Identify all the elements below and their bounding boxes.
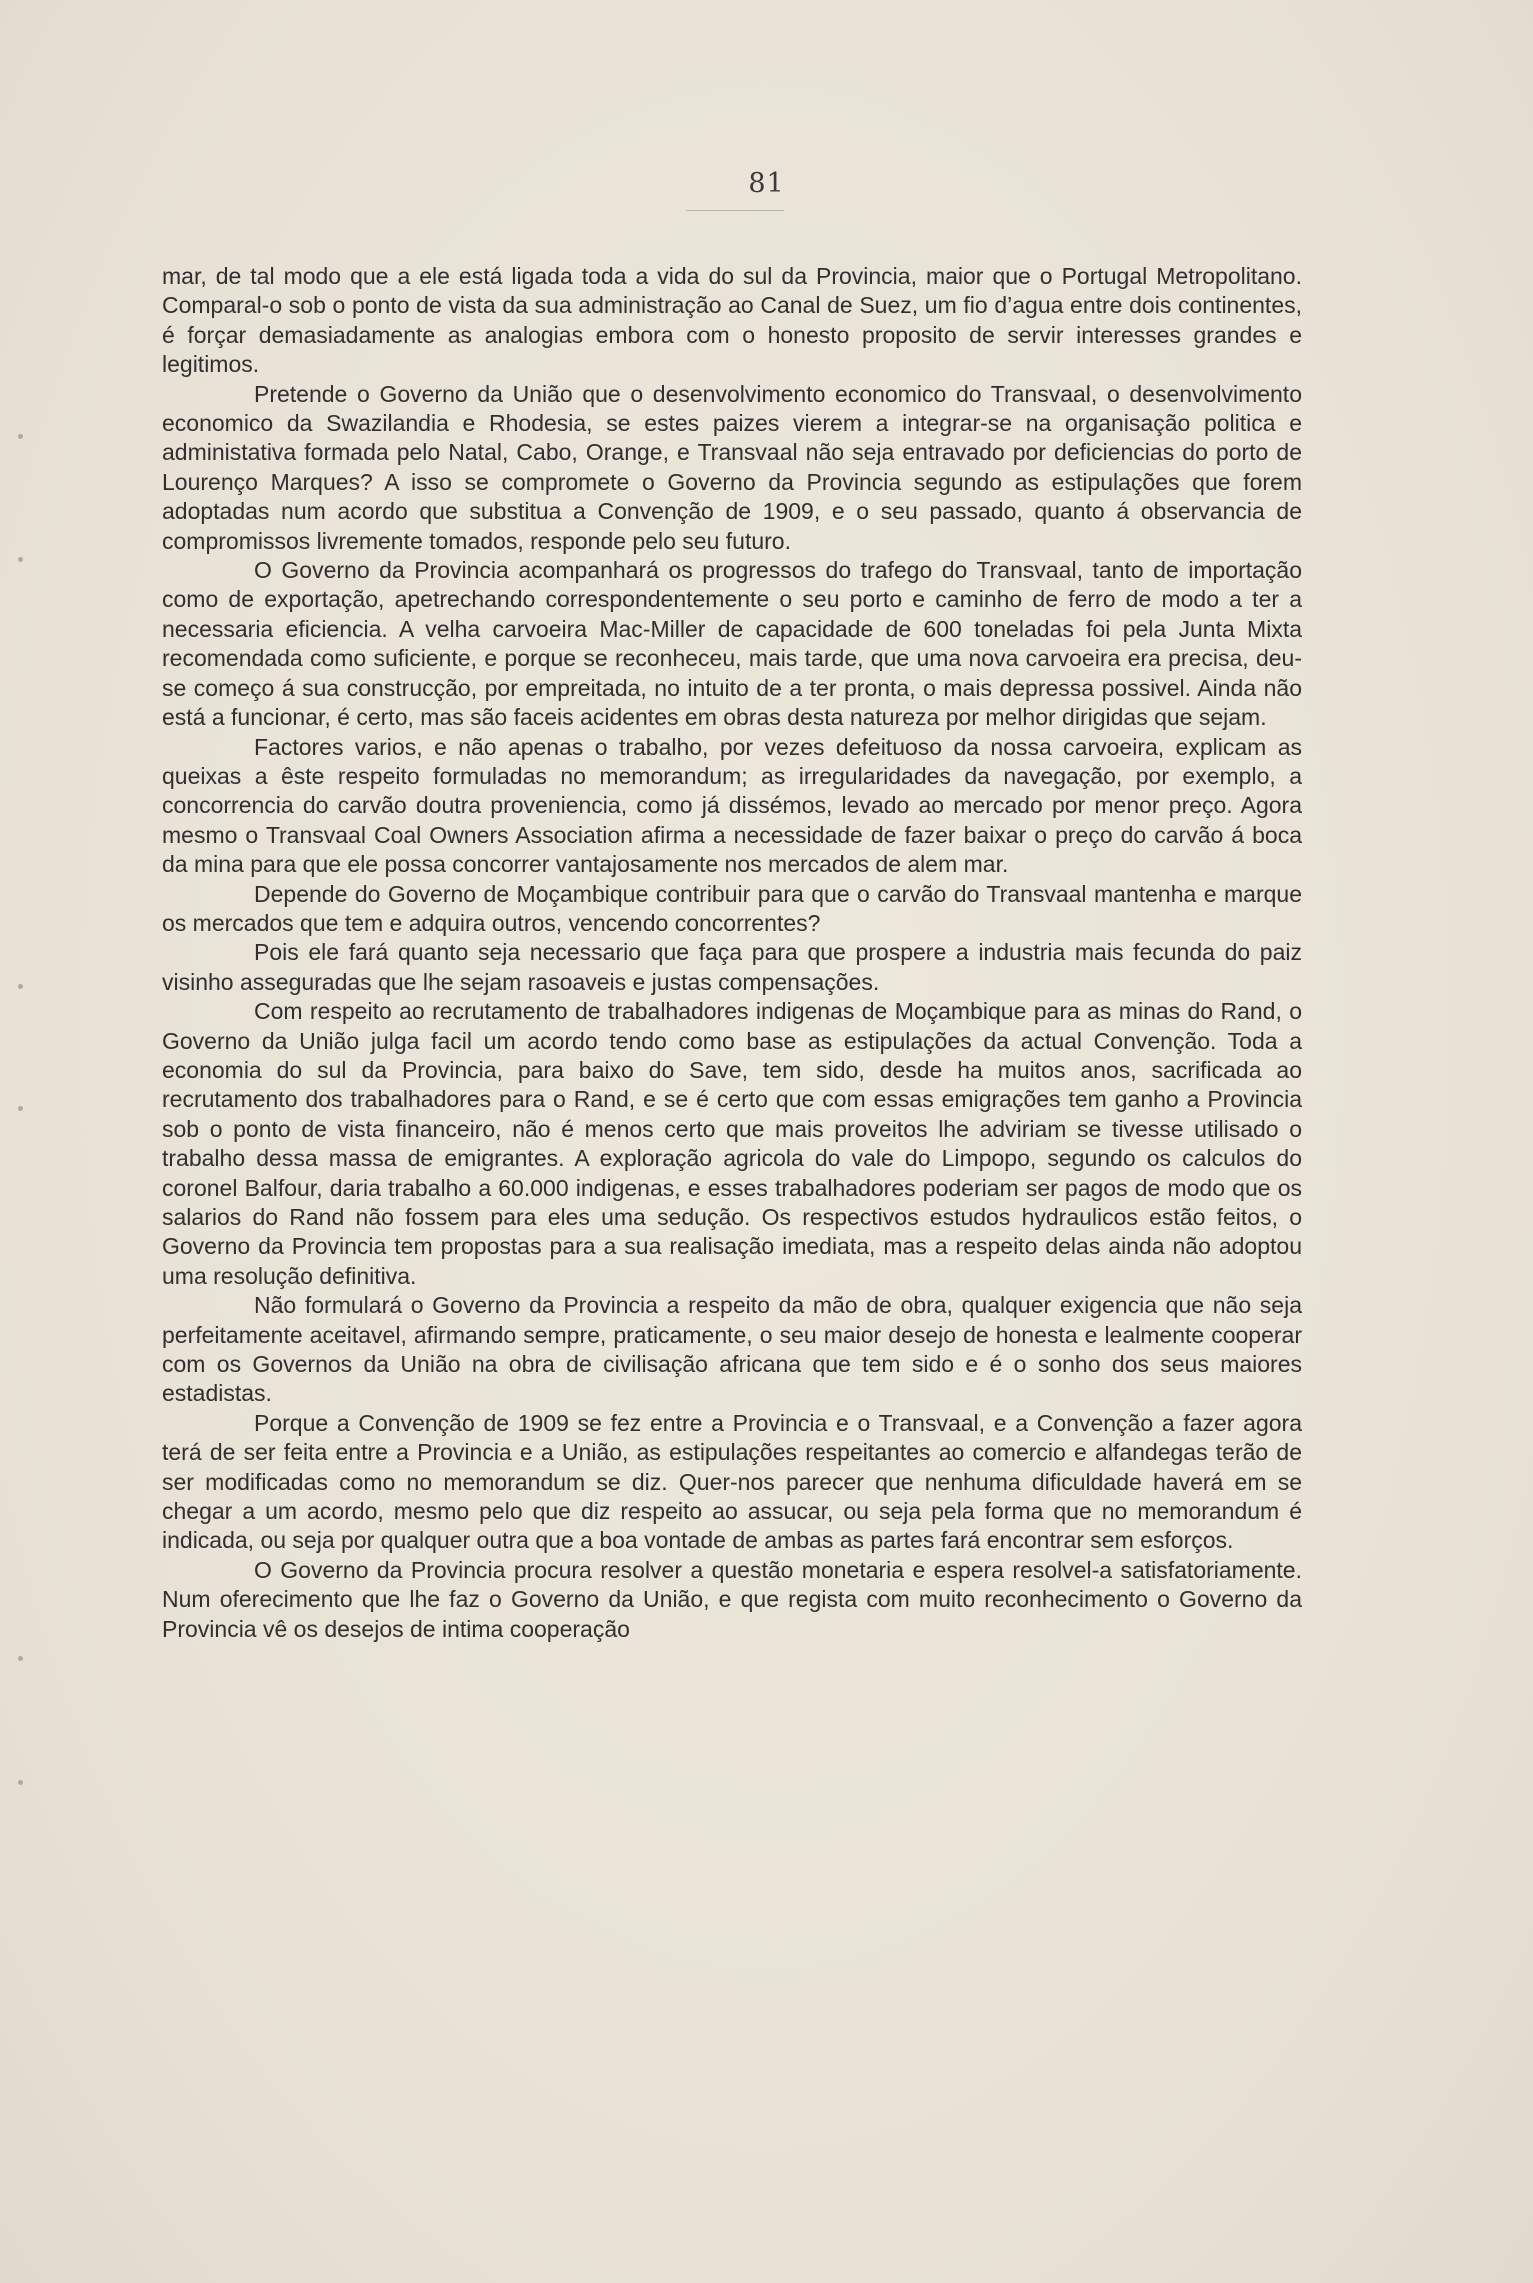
body-text (162, 262, 1302, 1644)
paragraph-8: Não formulará o Governo da Provincia a respeito da mão de obra, qualquer exigencia que não seja perfeitamente aceitavel, afirmando sempre, praticamente, o seu maior desejo de honesta e lealmente cooperar com os Governos da União na obra de civilisação africana que tem sido e é o sonho dos seus maiores estadistas. (162, 1292, 1302, 1407)
margin-speck (18, 984, 23, 989)
paragraph-6: Pois ele fará quanto seja necessario que faça para que prospere a industria mais fecunda do paiz visinho asseguradas que lhe sejam rasoaveis e justas compensações. (162, 939, 1302, 995)
margin-speck (18, 1656, 23, 1661)
paragraph-2: Pretende o Governo da União que o desenvolvimento economico do Transvaal, o desenvolvimento economico da Swazilandia e Rhodesia, se estes paizes vierem a integrar-se na organisação politica e administativa formada pelo Natal, Cabo, Orange, e Transvaal não seja entravado por deficiencias do porto de Lourenço Marques? A isso se compromete o Governo da Provincia segundo as estipulações que forem adoptadas num acordo que substitua a Convenção de 1909, e o seu passado, quanto á observancia de compromissos livremente tomados, responde pelo seu futuro. (162, 380, 1302, 554)
paragraph-10: O Governo da Provincia procura resolver a questão monetaria e espera resolvel-a satisfatoriamente. Num oferecimento que lhe faz o Governo da União, e que regista com muito reconhecimento o Governo da Provincia vê os desejos de intima cooperação (162, 1556, 1302, 1642)
paragraph-3: O Governo da Provincia acompanhará os progressos do trafego do Transvaal, tanto de importação como de exportação, apetrechando correspondentemente o seu porto e caminho de ferro de modo a ter a necessaria eficiencia. A velha carvoeira Mac-Miller de capacidade de 600 toneladas foi pela Junta Mixta recomendada como suficiente, e porque se reconheceu, mais tarde, que uma nova carvoeira era precisa, deu-se começo á sua construcção, por empreitada, no intuito de a ter pronta, o mais depressa possivel. Ainda não está a funcionar, é certo, mas são faceis acidentes em obras desta natureza por melhor dirigidas que sejam. (162, 557, 1302, 731)
page-number-rule (686, 210, 784, 211)
paragraph-5: Depende do Governo de Moçambique contribuir para que o carvão do Transvaal mantenha e marque os mercados que tem e adquira outros, vencendo concorrentes? (162, 880, 1302, 936)
margin-speck (18, 1106, 23, 1111)
margin-speck (18, 1780, 23, 1785)
margin-speck (18, 557, 23, 562)
page-number: 81 (748, 168, 785, 199)
paragraph-7: Com respeito ao recrutamento de trabalhadores indigenas de Moçambique para as minas do Rand, o Governo da União julga facil um acordo tendo como base as estipulações da actual Convenção. Toda a economia do sul da Provincia, para baixo do Save, tem sido, desde ha muitos anos, sacrificada ao recrutamento dos trabalhadores para o Rand, e se é certo que com essas emigrações tem ganho a Provincia sob o ponto de vista financeiro, não é menos certo que mais proveitos lhe adviriam se tivesse utilisado o trabalho dessa massa de emigrantes. A exploração agricola do vale do Limpopo, segundo os calculos do coronel Balfour, daria trabalho a 60.000 indigenas, e esses trabalhadores poderiam ser pagos de modo que os salarios do Rand não fossem para eles uma sedução. Os respectivos estudos hydraulicos estão feitos, o Governo da Provincia tem propostas para a sua realisação imediata, mas a respeito delas ainda não adoptou uma resolução definitiva. (162, 998, 1302, 1289)
margin-speck (18, 434, 23, 439)
paragraph-9: Porque a Convenção de 1909 se fez entre a Provincia e o Transvaal, e a Convenção a fazer agora terá de ser feita entre a Provincia e a União, as estipulações respeitantes ao comercio e alfandegas terão de ser modificadas como no memorandum se diz. Quer-nos parecer que nenhuma dificuldade haverá em se chegar a um acordo, mesmo pelo que diz respeito ao assucar, ou seja pela forma que no memorandum é indicada, ou seja por qualquer outra que a boa vontade de ambas as partes fará encontrar sem esforços. (162, 1409, 1302, 1554)
paragraph-1: mar, de tal modo que a ele está ligada toda a vida do sul da Provincia, maior que o Portugal Metropolitano. Comparal-o sob o ponto de vista da sua administração ao Canal de Suez, um fio d’agua entre dois continentes, é forçar demasiadamente as analogias embora com o honesto proposito de servir interesses grandes e legitimos. (162, 263, 1302, 378)
paragraph-4: Factores varios, e não apenas o trabalho, por vezes defeituoso da nossa carvoeira, explicam as queixas a êste respeito formuladas no memorandum; as irregularidades da navegação, por exemplo, a concorrencia do carvão doutra proveniencia, como já dissémos, levado ao mercado por menor preço. Agora mesmo o Transvaal Coal Owners Association afirma a necessidade de fazer baixar o preço do carvão á boca da mina para que ele possa concorrer vantajosamente nos mercados de alem mar. (162, 733, 1302, 878)
